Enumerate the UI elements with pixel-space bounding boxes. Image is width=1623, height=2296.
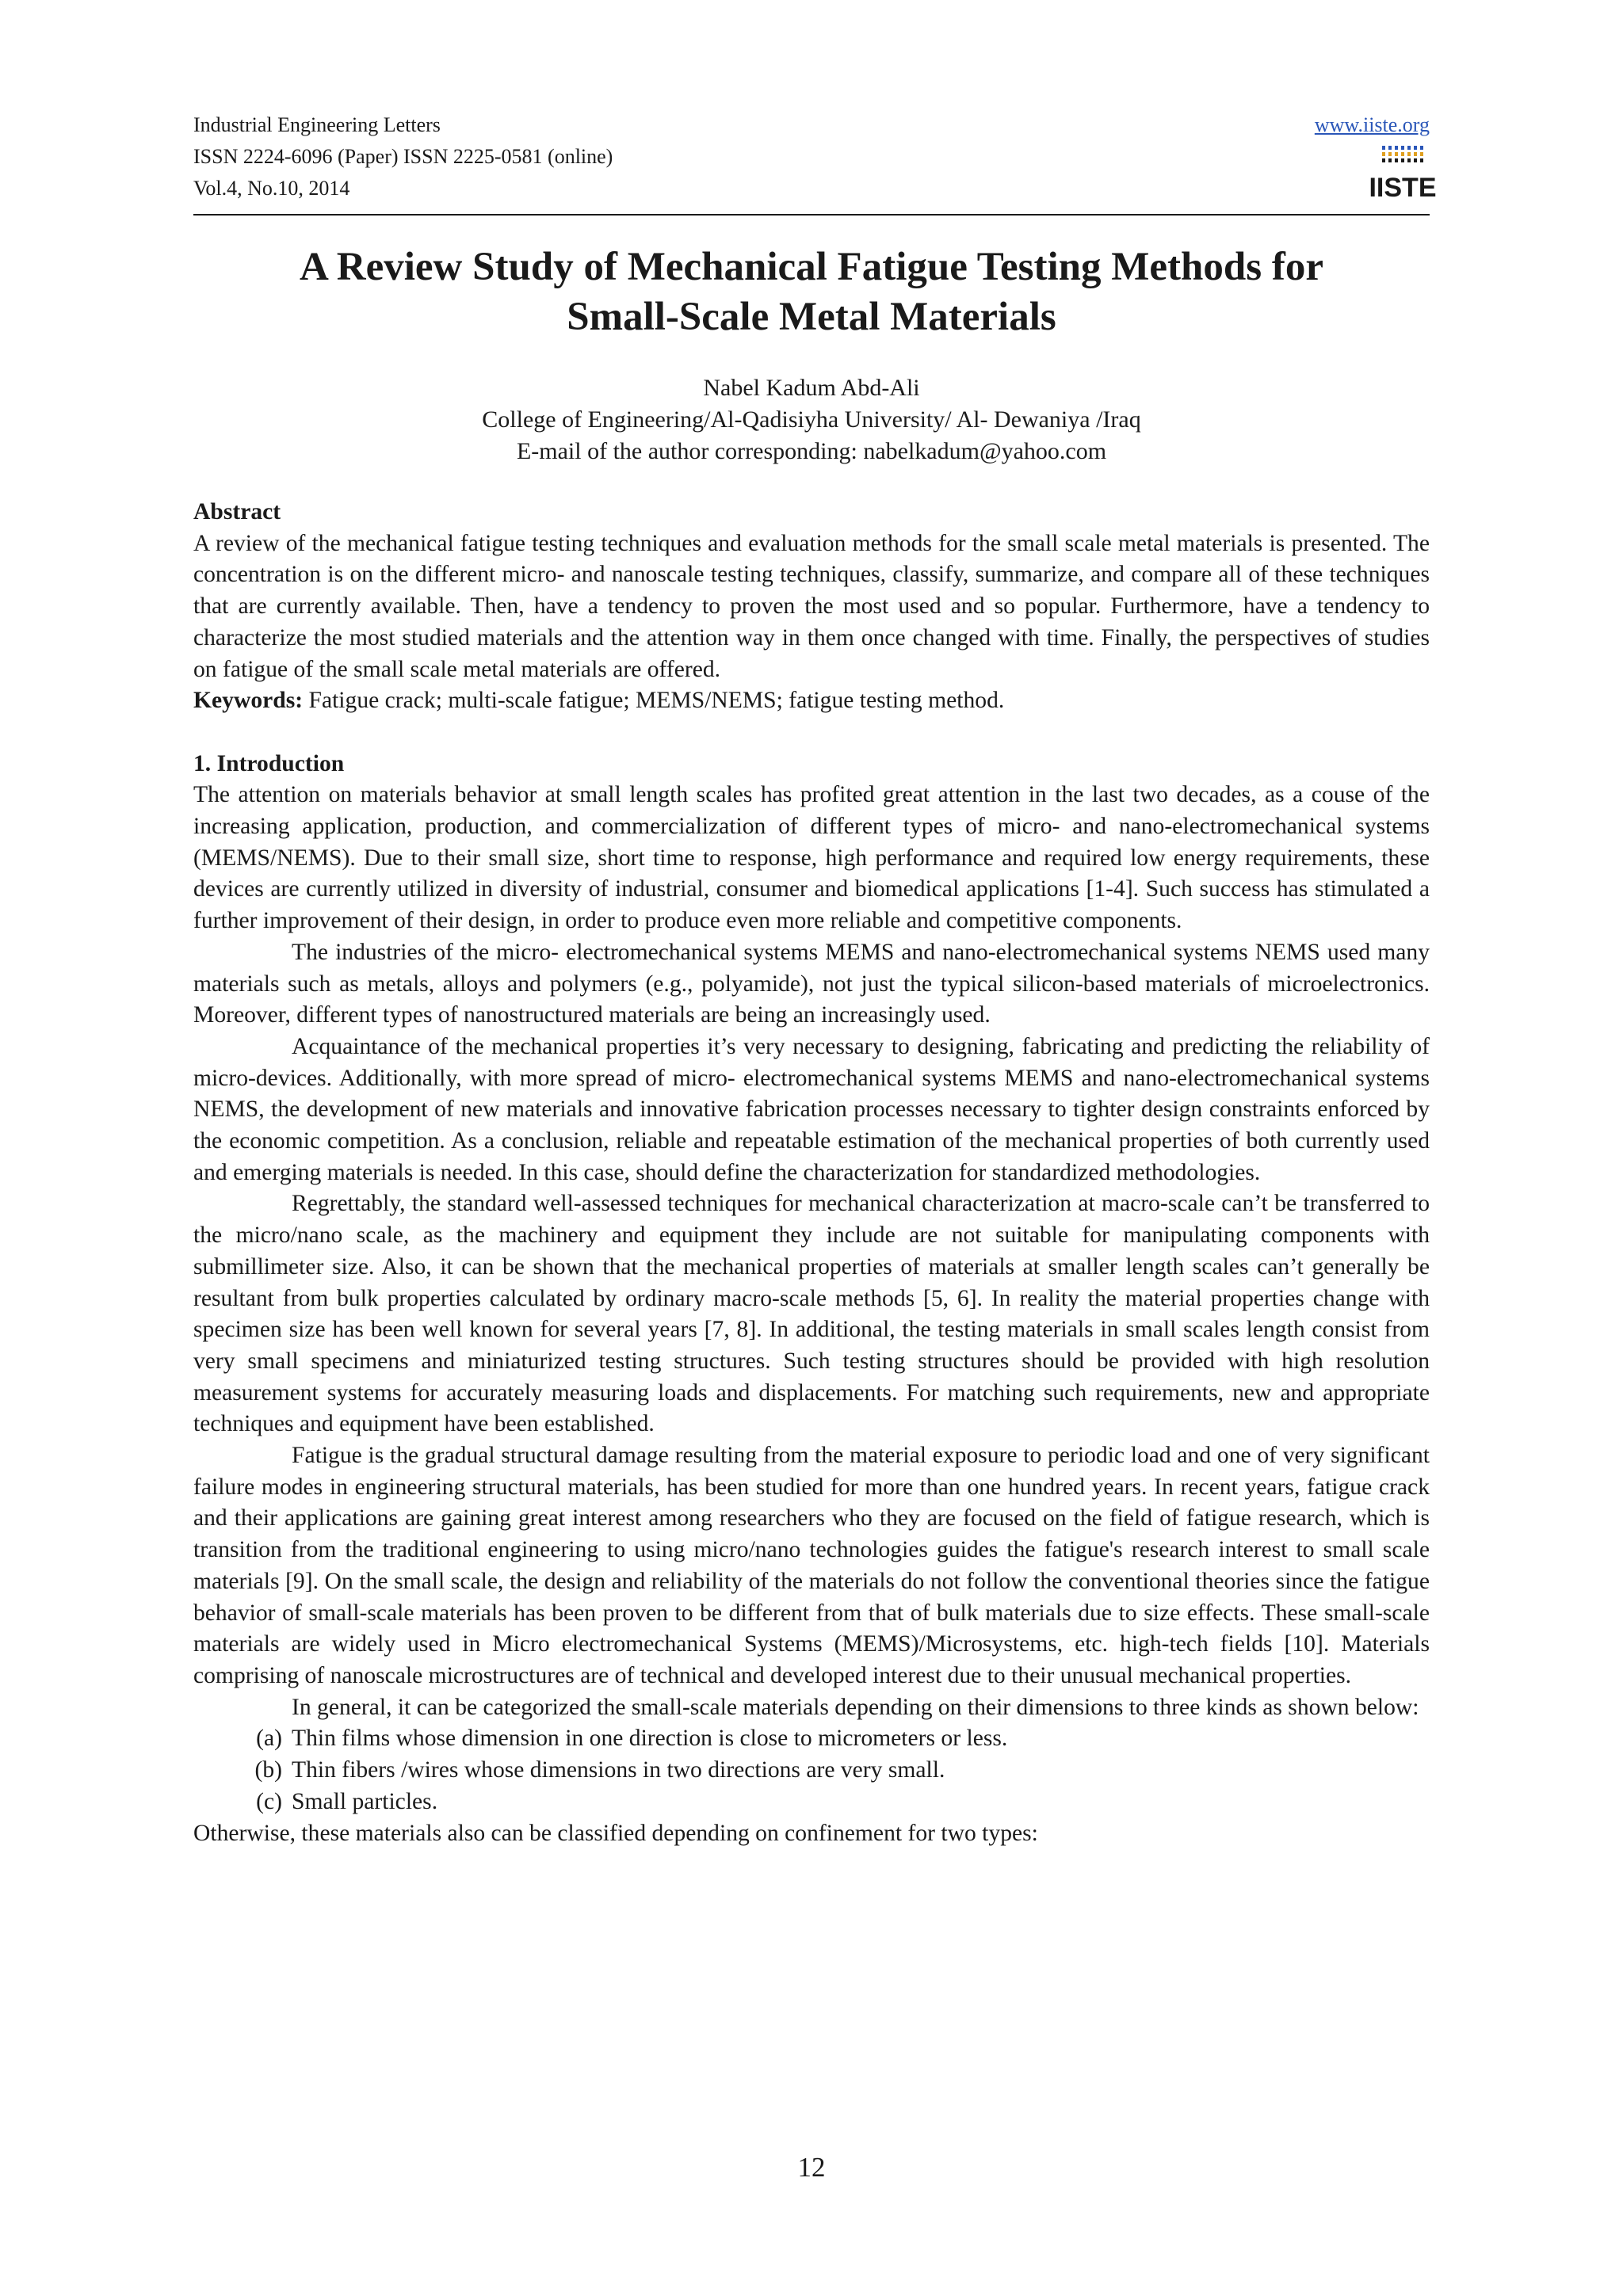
journal-website-link[interactable]: www.iiste.org bbox=[1314, 113, 1430, 136]
list-tag: (a) bbox=[256, 1726, 282, 1752]
list-item bbox=[193, 1787, 1430, 1818]
author-name: Nabel Kadum Abd-Ali bbox=[703, 375, 920, 401]
list-item bbox=[193, 1723, 1430, 1755]
author-email: E-mail of the author corresponding: nabelkadum@yahoo.com bbox=[516, 438, 1107, 464]
issn-line: ISSN 2224-6096 (Paper) ISSN 2225-0581 (online) bbox=[193, 145, 613, 168]
title-line-2: Small-Scale Metal Materials bbox=[567, 295, 1056, 339]
intro-paragraph-3: Acquaintance of the mechanical properties it’s very necessary to designing, fabricating and predicting the reliability of micro-devices. Additionally, with more spread of micro- electromechanical systems MEMS and nano-electromechanical systems NEMS, the development of new materials and innovative fabrication processes necessary to tighter design constraints enforced by the economic competition. As a conclusion, reliable and repeatable estimation of the mechanical properties of both currently used and emerging materials is needed. In this case, should define the characterization for standardized methodologies. bbox=[193, 1033, 1430, 1185]
introduction-heading: 1. Introduction bbox=[193, 750, 345, 776]
intro-paragraph-4: Regrettably, the standard well-assessed techniques for mechanical characterization at macro-scale can’t be transferred to the micro/nano scale, as the machinery and equipment they include are not suitable for manipulating components with submillimeter size. Also, it can be shown that the mechanical properties of materials at smaller length scales can’t generally be resultant from bulk properties calculated by ordinary macro-scale methods [5, 6]. In reality the material properties change with specimen size has been well known for several years [7, 8]. In additional, the testing materials in small scales length consist from very small specimens and miniaturized testing structures. Such testing structures should be provided with high resolution measurement systems for accurately measuring loads and displacements. For matching such requirements, new and appropriate techniques and equipment have been established. bbox=[193, 1191, 1430, 1437]
abstract-text: A review of the mechanical fatigue testing techniques and evaluation methods for the small scale metal materials is presented. The concentration is on the different micro- and nanoscale testing techniques, classify, summarize, and compare all of these techniques that are currently available. Then, have a tendency to proven the most used and so popular. Furthermore, have a tendency to characterize the most studied materials and the attention way in them once changed with time. Finally, the perspectives of studies on fatigue of the small scale metal materials are offered. bbox=[193, 530, 1430, 682]
intro-paragraph-7: Otherwise, these materials also can be classified depending on confinement for two types: bbox=[193, 1820, 1038, 1846]
paper-body bbox=[193, 497, 1430, 1849]
paper-title bbox=[193, 242, 1430, 342]
list-tag: (c) bbox=[256, 1788, 282, 1814]
author-block bbox=[193, 372, 1430, 467]
page-header bbox=[193, 109, 1437, 204]
svg-text:IISTE: IISTE bbox=[1369, 173, 1437, 203]
header-divider bbox=[193, 214, 1430, 215]
intro-paragraph-5: Fatigue is the gradual structural damage resulting from the material exposure to periodic load and one of very significant failure modes in engineering structural materials, has been studied for more than one hundred years. In recent years, fatigue crack and their applications are gaining great interest among researchers who they are focused on the field of fatigue research, which is transition from the traditional engineering to using micro/nano technologies guides the fatigue's research interest to small scale materials [9]. On the small scale, the design and reliability of the materials do not follow the conventional theories since the fatigue behavior of small-scale materials has been proven to be different from that of bulk materials due to size effects. These small-scale materials are widely used in Micro electromechanical Systems (MEMS)/Microsystems, etc. high-tech fields [10]. Materials comprising of nanoscale microstructures are of technical and developed interest due to their unusual mechanical properties. bbox=[193, 1443, 1430, 1688]
list-tag: (b) bbox=[254, 1757, 282, 1783]
author-affiliation: College of Engineering/Al-Qadisiyha University/ Al- Dewaniya /Iraq bbox=[482, 406, 1141, 433]
page-number: 12 bbox=[797, 2152, 826, 2183]
journal-name: Industrial Engineering Letters bbox=[193, 113, 441, 136]
intro-paragraph-2: The industries of the micro- electromechanical systems MEMS and nano-electromechanical systems NEMS used many materials such as metals, alloys and polymers (e.g., polyamide), not just the typical silicon-based materials of microelectronics. Moreover, different types of nanostructured materials are being an increasingly used. bbox=[193, 939, 1430, 1028]
list-text: Thin films whose dimension in one direction is close to micrometers or less. bbox=[292, 1726, 1008, 1752]
list-item bbox=[193, 1755, 1430, 1787]
iiste-logo bbox=[1369, 144, 1437, 203]
volume-line: Vol.4, No.10, 2014 bbox=[193, 177, 350, 200]
keywords-line bbox=[193, 685, 1430, 717]
intro-paragraph-6: In general, it can be categorized the small-scale materials depending on their dimensions to three kinds as shown below: bbox=[292, 1694, 1419, 1720]
list-text: Thin fibers /wires whose dimensions in two directions are very small. bbox=[292, 1757, 945, 1783]
list-text: Small particles. bbox=[292, 1788, 438, 1814]
abstract-heading: Abstract bbox=[193, 499, 281, 524]
section-gap bbox=[193, 717, 1430, 749]
intro-paragraph-1: The attention on materials behavior at small length scales has profited great attention in the last two decades, as a couse of the increasing application, production, and commercialization of different types of micro- and nano-electromechanical systems (MEMS/NEMS). Due to their small size, short time to response, high performance and required low energy requirements, these devices are currently utilized in diversity of industrial, consumer and biomedical applications [1-4]. Such success has stimulated a further improvement of their design, in order to produce even more reliable and competitive components. bbox=[193, 782, 1430, 934]
title-line-1: A Review Study of Mechanical Fatigue Testing Methods for bbox=[300, 245, 1323, 289]
keywords-text: Fatigue crack; multi-scale fatigue; MEMS/NEMS; fatigue testing method. bbox=[303, 688, 1005, 714]
keywords-label: Keywords: bbox=[193, 688, 304, 714]
